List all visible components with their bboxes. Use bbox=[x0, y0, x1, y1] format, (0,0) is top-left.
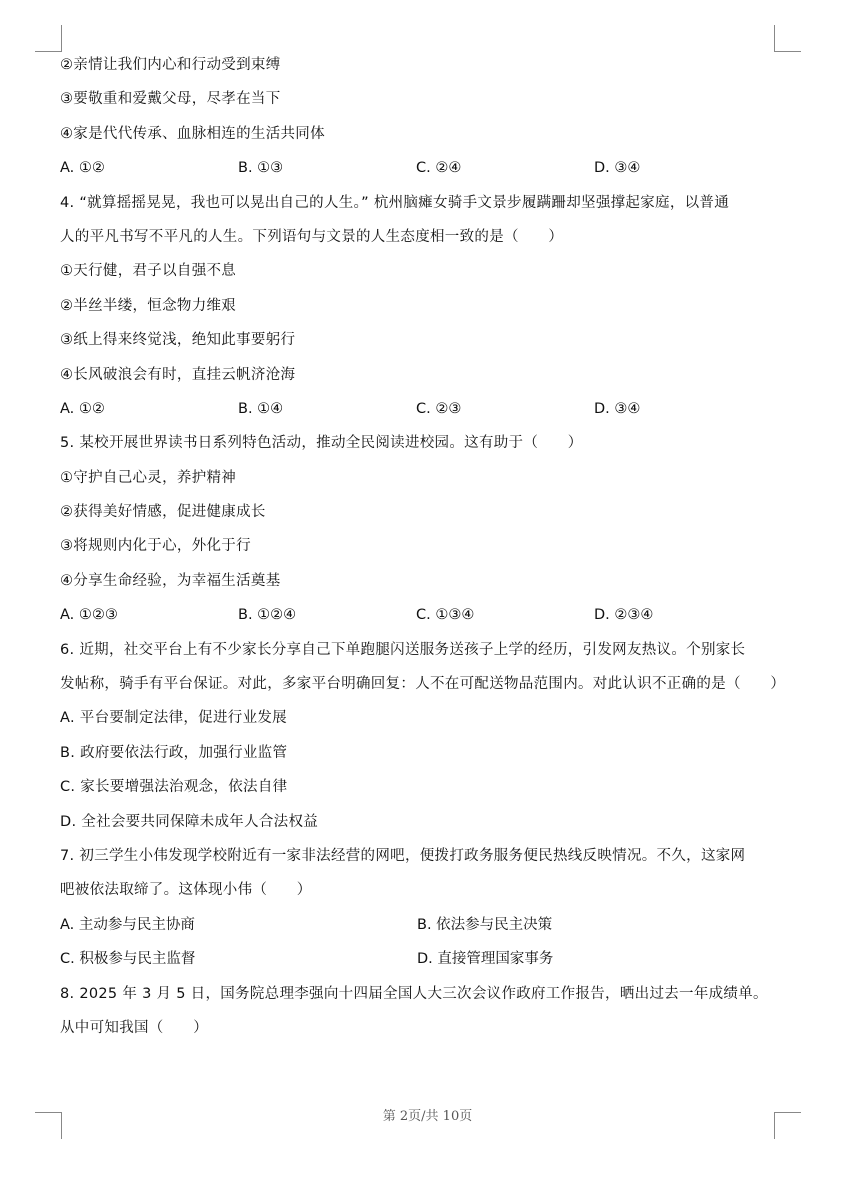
q7-stem-line: 7. 初三学生小伟发现学校附近有一家非法经营的网吧，便拨打政务服务便民热线反映情况。不久，这家网 bbox=[60, 847, 746, 864]
q5-options bbox=[60, 598, 780, 632]
q5-option-b[interactable]: B. ①②④ bbox=[238, 607, 297, 624]
q7-options-row2 bbox=[60, 942, 780, 976]
q6-option-a[interactable]: A. 平台要制定法律，促进行业发展 bbox=[60, 710, 287, 727]
page-content bbox=[60, 48, 786, 1045]
q4-item: ①天行健，君子以自强不息 bbox=[60, 263, 237, 280]
q6-option-b[interactable]: B. 政府要依法行政，加强行业监管 bbox=[60, 744, 288, 761]
q5-option-a[interactable]: A. ①②③ bbox=[60, 607, 118, 624]
q4-stem-line: 4. “就算摇摇晃晃，我也可以晃出自己的人生。” 杭州脑瘫女骑手文景步履蹒跚却坚强撑起家庭，以普通 bbox=[60, 194, 730, 211]
q4-options bbox=[60, 392, 780, 426]
q6-stem-line: 发帖称，骑手有平台保证。对此，多家平台明确回复：人不在可配送物品范围内。对此认识不正确的是（ ） bbox=[60, 676, 786, 693]
q3-option-b[interactable]: B. ①③ bbox=[238, 160, 284, 177]
q4-item: ③纸上得来终觉浅，绝知此事要躬行 bbox=[60, 332, 296, 349]
q4-item: ②半丝半缕，恒念物力维艰 bbox=[60, 297, 237, 314]
q5-item: ①守护自己心灵，养护精神 bbox=[60, 469, 237, 486]
q5-item: ④分享生命经验，为幸福生活奠基 bbox=[60, 572, 281, 589]
q4-option-d[interactable]: D. ③④ bbox=[594, 400, 641, 417]
q3-option-a[interactable]: A. ①② bbox=[60, 160, 105, 177]
page-number: 第 2页/共 10页 bbox=[382, 1109, 473, 1124]
q3-item: ③要敬重和爱戴父母，尽孝在当下 bbox=[60, 91, 281, 108]
q3-option-d[interactable]: D. ③④ bbox=[594, 160, 641, 177]
q5-option-d[interactable]: D. ②③④ bbox=[594, 607, 654, 624]
q3-item: ②亲情让我们内心和行动受到束缚 bbox=[60, 57, 281, 73]
q3-item: ④家是代代传承、血脉相连的生活共同体 bbox=[60, 125, 325, 142]
q5-stem-line: 5. 某校开展世界读书日系列特色活动，推动全民阅读进校园。这有助于（ ） bbox=[60, 435, 583, 452]
q3-options bbox=[60, 151, 780, 185]
q7-option-a[interactable]: A. 主动参与民主协商 bbox=[60, 916, 195, 933]
q5-option-c[interactable]: C. ①③④ bbox=[416, 607, 475, 624]
q7-option-b[interactable]: B. 依法参与民主决策 bbox=[417, 916, 553, 933]
q5-item: ②获得美好情感，促进健康成长 bbox=[60, 504, 266, 521]
q4-stem-line: 人的平凡书写不平凡的人生。下列语句与文景的人生态度相一致的是（ ） bbox=[60, 228, 564, 245]
q4-item: ④长风破浪会有时，直挂云帆济沧海 bbox=[60, 366, 296, 383]
q7-options-row1 bbox=[60, 908, 780, 942]
q4-option-c[interactable]: C. ②③ bbox=[416, 400, 462, 417]
q3-option-c[interactable]: C. ②④ bbox=[416, 160, 462, 177]
crop-mark-top-left bbox=[35, 25, 62, 52]
q7-option-c[interactable]: C. 积极参与民主监督 bbox=[60, 951, 196, 968]
q8-stem-line: 8. 2025 年 3 月 5 日，国务院总理李强向十四届全国人大三次会议作政府工作报告，晒出过去一年成绩单。 bbox=[60, 985, 768, 1002]
q6-option-c[interactable]: C. 家长要增强法治观念，依法自律 bbox=[60, 779, 288, 796]
q6-stem-line: 6. 近期，社交平台上有不少家长分享自己下单跑腿闪送服务送孩子上学的经历，引发网友热议。个别家长 bbox=[60, 641, 746, 658]
q7-option-d[interactable]: D. 直接管理国家事务 bbox=[417, 951, 554, 968]
q7-stem-line: 吧被依法取缔了。这体现小伟（ ） bbox=[60, 882, 312, 899]
q6-option-d[interactable]: D. 全社会要共同保障未成年人合法权益 bbox=[60, 813, 319, 830]
q5-item: ③将规则内化于心，外化于行 bbox=[60, 538, 251, 555]
q4-option-a[interactable]: A. ①② bbox=[60, 400, 105, 417]
q4-option-b[interactable]: B. ①④ bbox=[238, 400, 284, 417]
q8-stem-line: 从中可知我国（ ） bbox=[60, 1019, 208, 1036]
